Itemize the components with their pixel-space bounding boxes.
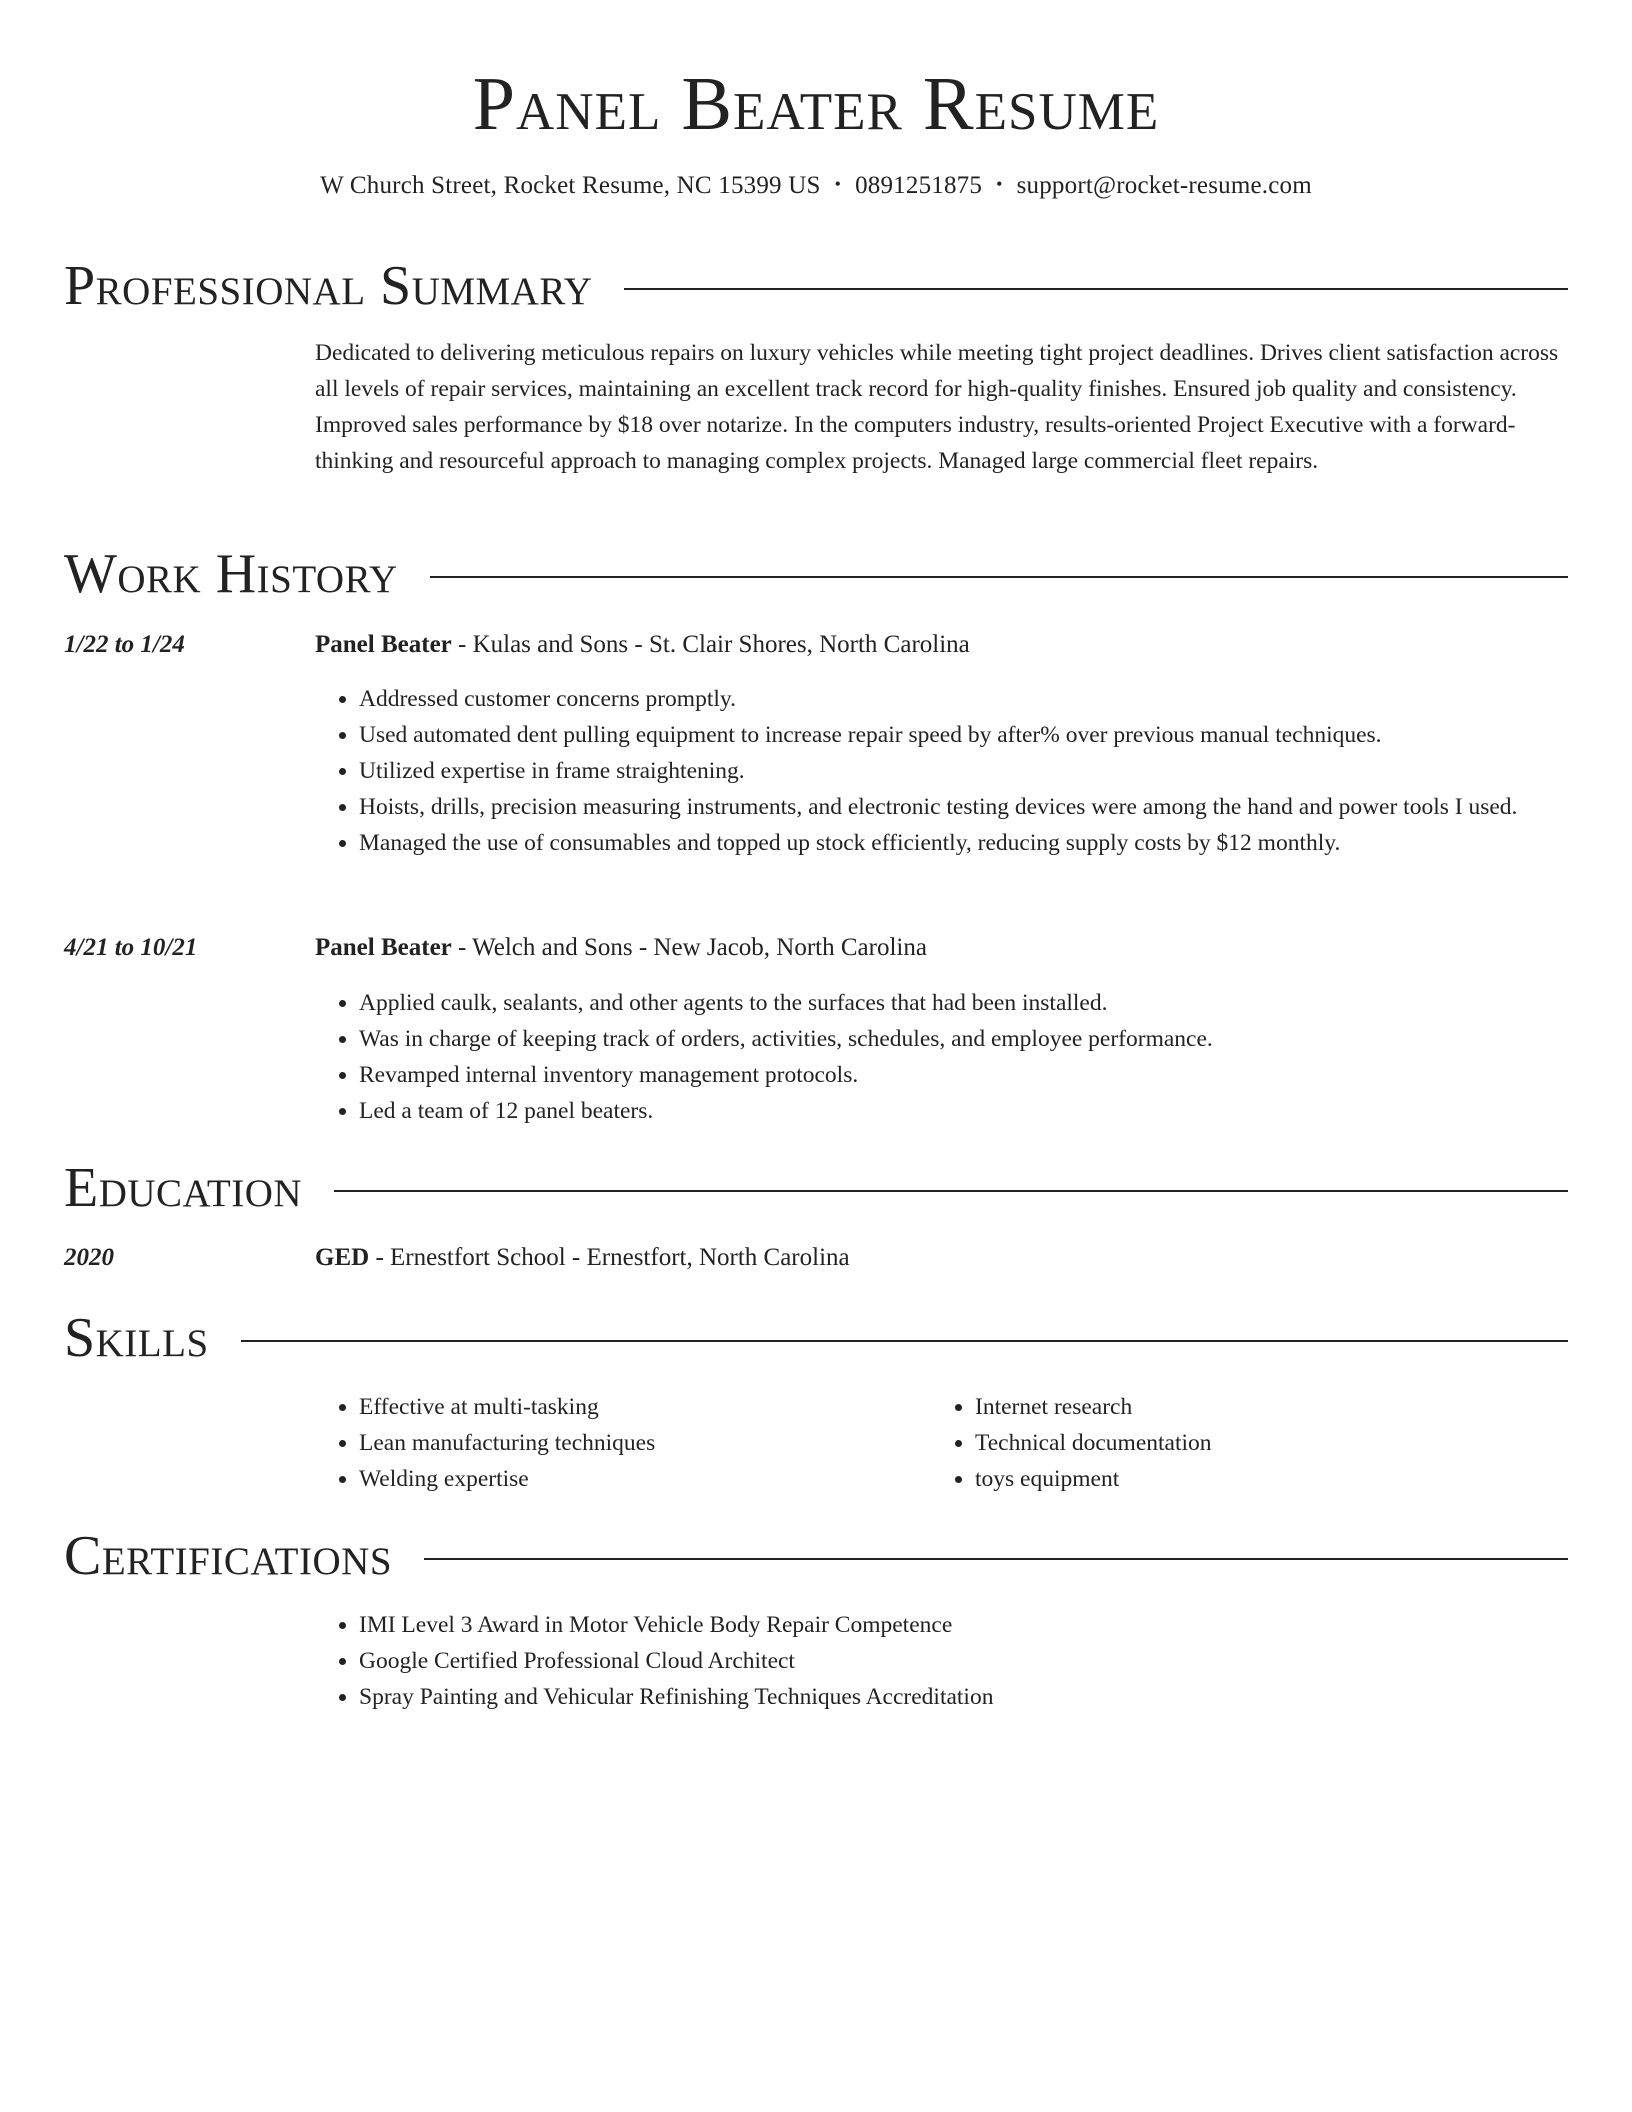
job-title: Panel Beater (315, 631, 452, 658)
list-item: • Led a team of 12 panel beaters. (359, 1093, 1609, 1129)
contact-address: W Church Street, Rocket Resume, NC 15399 US (320, 172, 821, 199)
skill-item: • toys equipment (975, 1461, 1535, 1497)
section-divider (334, 1190, 1568, 1192)
certifications-section-header (64, 1524, 1568, 1588)
job-dates: 4/21 to 10/21 (64, 934, 198, 961)
education-details: - Ernestfort School - Ernestfort, North Carolina (369, 1244, 850, 1271)
skill-item: • Lean manufacturing techniques (359, 1425, 919, 1461)
education-line (315, 1240, 850, 1276)
list-item: • Managed the use of consumables and topped up stock efficiently, reducing supply costs by $12 monthly. (359, 825, 1609, 861)
list-item: • Used automated dent pulling equipment to increase repair speed by after% over previous manual techniques. (359, 717, 1609, 753)
section-divider (430, 576, 1568, 578)
skills-list-left (315, 1389, 919, 1497)
list-item: • Hoists, drills, precision measuring instruments, and electronic testing devices were among the hand and power tools I used. (359, 789, 1609, 825)
job-bullets (315, 985, 1609, 1129)
education-year: 2020 (64, 1244, 114, 1271)
list-item: • Addressed customer concerns promptly. (359, 681, 1609, 717)
certification-item: • IMI Level 3 Award in Motor Vehicle Body Repair Competence (359, 1607, 1609, 1643)
job-details: - Welch and Sons - New Jacob, North Carolina (451, 934, 927, 961)
contact-line (64, 172, 1568, 200)
job-bullets (315, 681, 1609, 861)
skills-heading: Skills (64, 1307, 209, 1369)
section-divider (424, 1558, 1568, 1560)
education-heading: Education (64, 1157, 303, 1219)
summary-heading: Professional Summary (64, 255, 593, 317)
contact-separator: • (834, 174, 842, 194)
certifications-heading: Certifications (64, 1525, 393, 1587)
section-divider (624, 288, 1568, 290)
contact-phone: 0891251875 (855, 172, 983, 199)
skill-item: • Welding expertise (359, 1461, 919, 1497)
section-divider (241, 1340, 1568, 1342)
job-title: Panel Beater (315, 934, 452, 961)
skills-section-header (64, 1306, 1568, 1370)
job-dates: 1/22 to 1/24 (64, 631, 185, 658)
job-title-line (315, 930, 927, 966)
job-title-line (315, 627, 970, 663)
job-details: - Kulas and Sons - St. Clair Shores, North Carolina (451, 631, 970, 658)
list-item: • Applied caulk, sealants, and other agents to the surfaces that had been installed. (359, 985, 1609, 1021)
summary-section-header (64, 254, 1568, 318)
education-section-header (64, 1156, 1568, 1220)
skill-item: • Internet research (975, 1389, 1535, 1425)
skill-item: • Technical documentation (975, 1425, 1535, 1461)
skill-item: • Effective at multi-tasking (359, 1389, 919, 1425)
contact-email: support@rocket-resume.com (1016, 172, 1312, 199)
resume-page (64, 0, 1568, 1710)
resume-title: Panel Beater Resume (472, 62, 1160, 146)
list-item: • Utilized expertise in frame straightening. (359, 753, 1609, 789)
contact-separator: • (996, 174, 1003, 194)
summary-text: Dedicated to delivering meticulous repairs on luxury vehicles while meeting tight project deadlines. Drives client satisfaction across all levels of repair services, maintaining an excellent track record for high-quality finishes. Ensured job quality and consistency. Improved sales performance by $18 over notarize. In the computers industry, results-oriented Project Executive with a forward-thinking and resourceful approach to managing complex projects. Managed large commercial fleet repairs. (315, 340, 1559, 474)
list-item: • Was in charge of keeping track of orders, activities, schedules, and employee performance. (359, 1021, 1609, 1057)
education-degree: GED (315, 1244, 370, 1271)
skills-list-right (931, 1389, 1535, 1497)
certification-item: • Google Certified Professional Cloud Architect (359, 1643, 1609, 1679)
certification-item: • Spray Painting and Vehicular Refinishing Techniques Accreditation (359, 1679, 1609, 1715)
work-section-header (64, 542, 1568, 606)
list-item: • Revamped internal inventory management protocols. (359, 1057, 1609, 1093)
certifications-list (315, 1607, 1609, 1715)
work-heading: Work History (64, 543, 398, 605)
